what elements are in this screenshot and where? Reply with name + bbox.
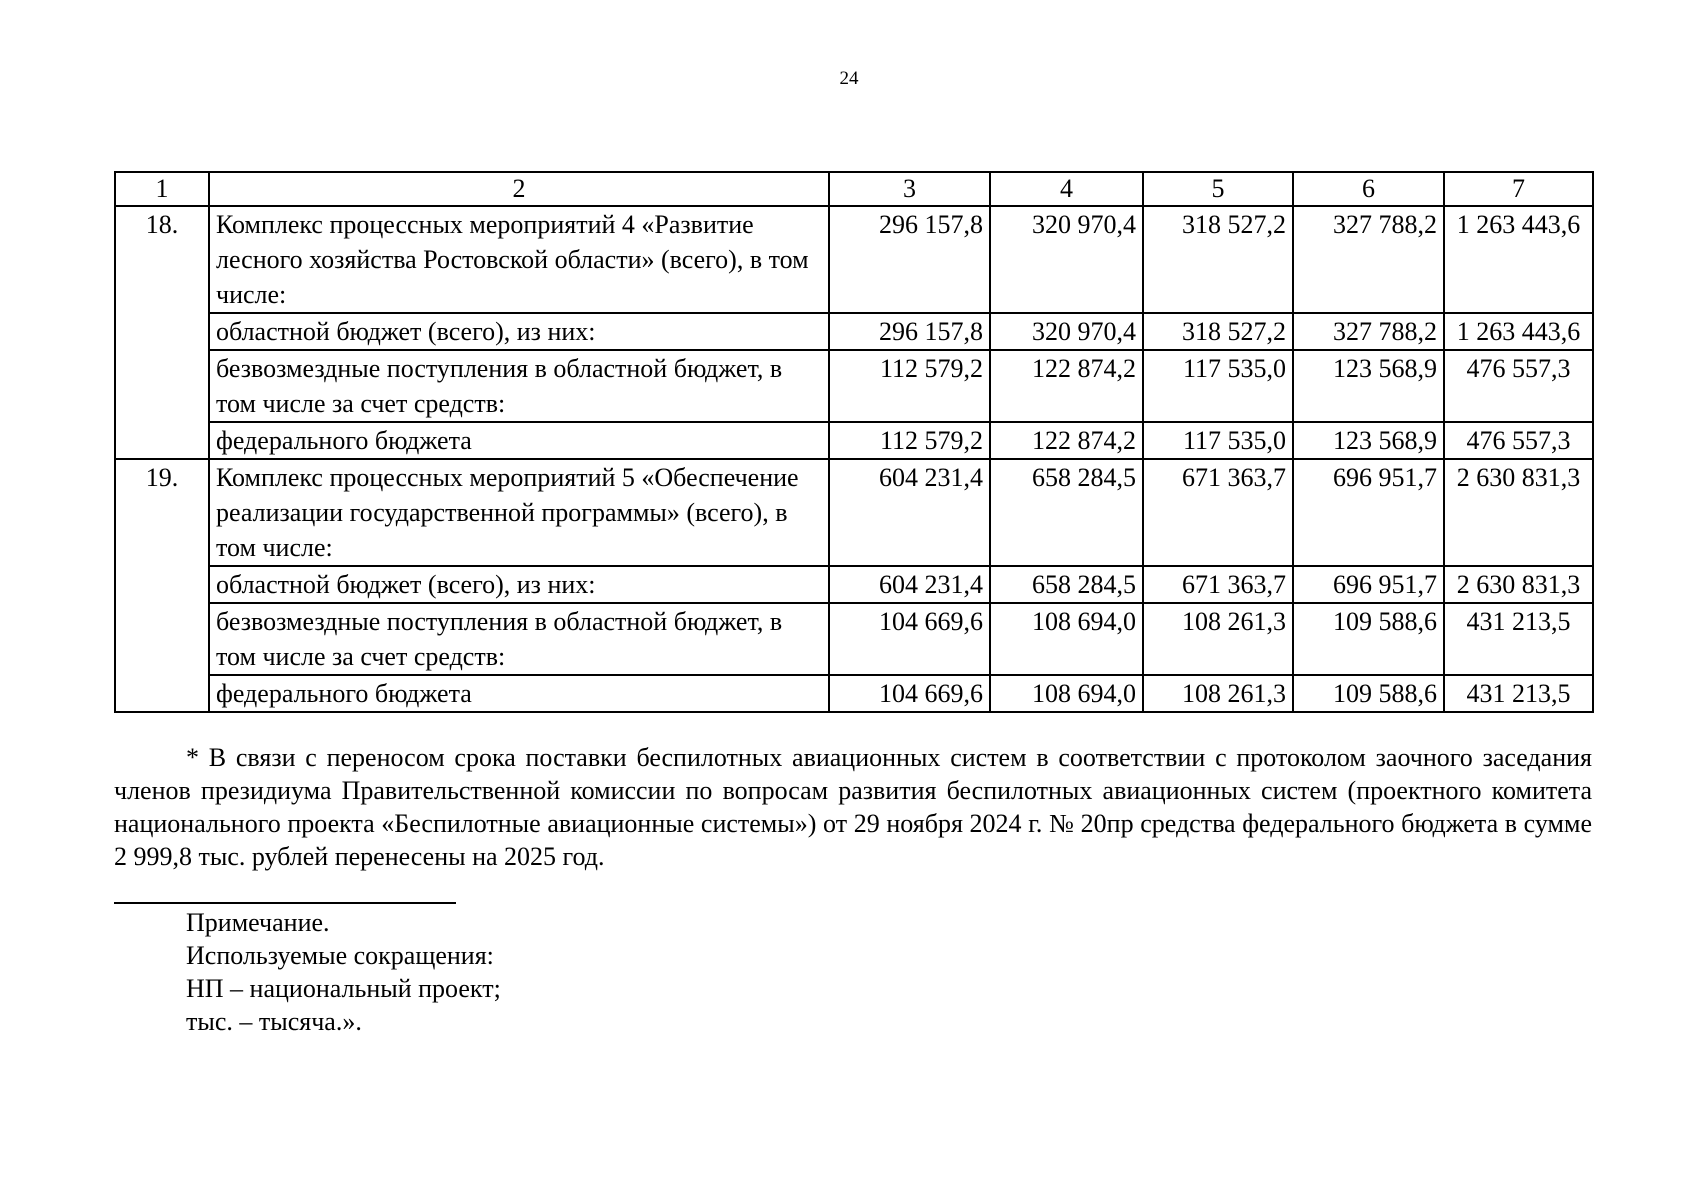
value-cell: 320 970,4	[990, 206, 1143, 313]
row-label: федерального бюджета	[209, 675, 829, 712]
value-cell: 112 579,2	[829, 350, 990, 422]
value-cell: 658 284,5	[990, 459, 1143, 566]
column-header: 1	[115, 172, 209, 206]
value-cell: 123 568,9	[1293, 350, 1444, 422]
value-cell: 108 694,0	[990, 675, 1143, 712]
value-cell: 296 157,8	[829, 313, 990, 350]
abbreviation-item: тыс. – тысяча.».	[186, 1007, 362, 1036]
value-cell: 696 951,7	[1293, 459, 1444, 566]
value-cell: 604 231,4	[829, 459, 990, 566]
table-row	[115, 422, 1593, 459]
value-cell: 318 527,2	[1143, 313, 1293, 350]
row-label: Комплекс процессных мероприятий 4 «Развитие лесного хозяйства Ростовской области» (всего), в том числе:	[209, 206, 829, 313]
value-cell: 1 263 443,6	[1444, 313, 1593, 350]
value-cell: 320 970,4	[990, 313, 1143, 350]
table-row	[115, 675, 1593, 712]
row-label: Комплекс процессных мероприятий 5 «Обеспечение реализации государственной программы» (всего), в том числе:	[209, 459, 829, 566]
table-row	[115, 206, 1593, 313]
value-cell: 1 263 443,6	[1444, 206, 1593, 313]
column-header: 2	[209, 172, 829, 206]
abbreviation-item: НП – национальный проект;	[186, 974, 501, 1003]
notes-subtitle: Используемые сокращения:	[186, 941, 494, 970]
footnote	[114, 741, 1592, 873]
value-cell: 696 951,7	[1293, 566, 1444, 603]
value-cell: 108 261,3	[1143, 603, 1293, 675]
column-header: 5	[1143, 172, 1293, 206]
value-cell: 671 363,7	[1143, 459, 1293, 566]
value-cell: 2 630 831,3	[1444, 459, 1593, 566]
table-row	[115, 566, 1593, 603]
column-header: 6	[1293, 172, 1444, 206]
value-cell: 327 788,2	[1293, 206, 1444, 313]
row-number: 18.	[115, 206, 209, 459]
page-number: 24	[839, 68, 859, 89]
value-cell: 431 213,5	[1444, 675, 1593, 712]
table-row	[115, 350, 1593, 422]
value-cell: 104 669,6	[829, 603, 990, 675]
row-label: областной бюджет (всего), из них:	[209, 313, 829, 350]
column-header: 4	[990, 172, 1143, 206]
footnote-separator-line	[114, 902, 456, 904]
notes-title: Примечание.	[186, 908, 330, 937]
value-cell: 109 588,6	[1293, 675, 1444, 712]
value-cell: 117 535,0	[1143, 350, 1293, 422]
value-cell: 123 568,9	[1293, 422, 1444, 459]
value-cell: 122 874,2	[990, 422, 1143, 459]
row-label: безвозмездные поступления в областной бюджет, в том числе за счет средств:	[209, 603, 829, 675]
value-cell: 2 630 831,3	[1444, 566, 1593, 603]
row-label: безвозмездные поступления в областной бюджет, в том числе за счет средств:	[209, 350, 829, 422]
value-cell: 117 535,0	[1143, 422, 1293, 459]
value-cell: 122 874,2	[990, 350, 1143, 422]
value-cell: 296 157,8	[829, 206, 990, 313]
column-header: 7	[1444, 172, 1593, 206]
value-cell: 112 579,2	[829, 422, 990, 459]
value-cell: 671 363,7	[1143, 566, 1293, 603]
value-cell: 327 788,2	[1293, 313, 1444, 350]
row-label: областной бюджет (всего), из них:	[209, 566, 829, 603]
value-cell: 658 284,5	[990, 566, 1143, 603]
table-header-row	[115, 172, 1593, 206]
value-cell: 104 669,6	[829, 675, 990, 712]
value-cell: 109 588,6	[1293, 603, 1444, 675]
value-cell: 108 694,0	[990, 603, 1143, 675]
table-row	[115, 313, 1593, 350]
row-label: федерального бюджета	[209, 422, 829, 459]
column-header: 3	[829, 172, 990, 206]
notes-block	[186, 906, 501, 1038]
value-cell: 476 557,3	[1444, 350, 1593, 422]
row-number: 19.	[115, 459, 209, 712]
value-cell: 108 261,3	[1143, 675, 1293, 712]
table-row	[115, 603, 1593, 675]
budget-table	[114, 171, 1594, 713]
value-cell: 318 527,2	[1143, 206, 1293, 313]
value-cell: 431 213,5	[1444, 603, 1593, 675]
value-cell: 476 557,3	[1444, 422, 1593, 459]
value-cell: 604 231,4	[829, 566, 990, 603]
footnote-text: * В связи с переносом срока поставки беспилотных авиационных систем в соответствии с протоколом заочного заседания членов президиума Правительственной комиссии по вопросам развития беспилотных авиационных систем (проектного комитета национального проекта «Беспилотные авиационные системы») от 29 ноября 2024 г. № 20пр средства федерального бюджета в сумме 2 999,8 тыс. рублей перенесены на 2025 год.	[114, 743, 1592, 871]
table-row	[115, 459, 1593, 566]
